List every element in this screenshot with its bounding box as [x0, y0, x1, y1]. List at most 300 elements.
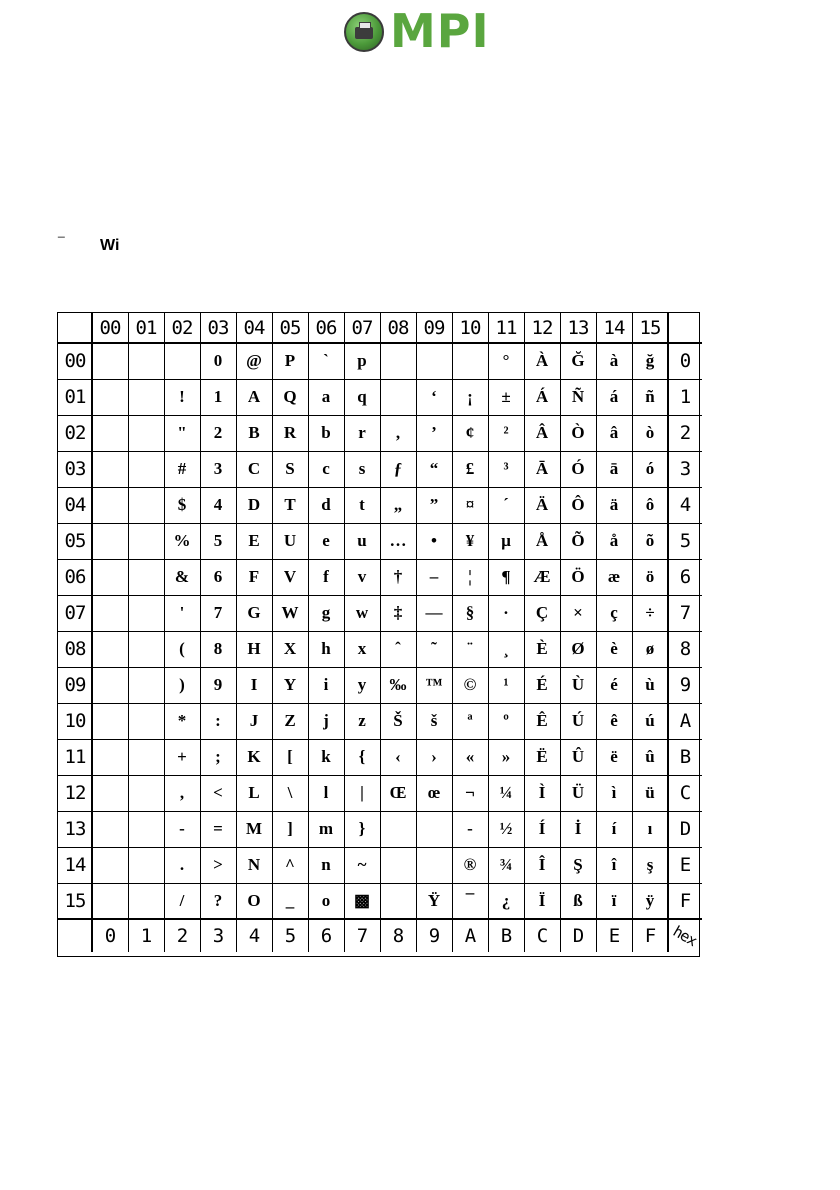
character-cell: ¢	[465, 423, 475, 442]
character-cell: H	[247, 639, 261, 658]
character-cell: ÷	[645, 603, 655, 622]
character-cell: P	[284, 351, 296, 370]
hex-row-label: 5	[679, 530, 691, 552]
character-cell: •	[431, 531, 437, 550]
hex-row-label: 1	[679, 386, 691, 408]
character-cell: ˆ	[395, 639, 401, 658]
hex-column-label: C	[536, 924, 548, 947]
character-cell: á	[609, 387, 619, 406]
row-header: 11	[64, 746, 86, 768]
character-cell: Í	[538, 819, 546, 838]
character-cell	[128, 883, 164, 919]
character-cell	[92, 595, 128, 631]
character-cell: ½	[499, 819, 513, 838]
grid-line	[58, 451, 702, 452]
grid-line	[488, 313, 489, 952]
character-cell: q	[357, 387, 367, 406]
character-cell: Ê	[536, 711, 548, 730]
grid-line	[596, 313, 597, 952]
character-cell: É	[536, 675, 548, 694]
character-cell: „	[393, 495, 403, 514]
grid-line	[58, 631, 702, 632]
grid-line	[236, 313, 237, 952]
hex-row-label: 0	[679, 350, 691, 372]
grid-line	[164, 313, 165, 952]
character-cell: ²	[503, 423, 509, 442]
hex-column-label: 8	[392, 924, 404, 947]
grid-line	[416, 313, 417, 952]
character-cell	[92, 775, 128, 811]
printer-icon	[344, 12, 384, 52]
character-cell: &	[174, 567, 190, 586]
character-cell: #	[177, 459, 187, 478]
character-cell: I	[250, 675, 258, 694]
character-cell: é	[610, 675, 618, 694]
character-cell: è	[610, 639, 618, 658]
character-cell	[128, 415, 164, 451]
row-header: 15	[64, 890, 86, 912]
character-cell: %	[173, 531, 191, 550]
grid-line	[667, 313, 669, 952]
character-cell: ā	[609, 459, 619, 478]
character-cell: E	[248, 531, 260, 550]
character-cell	[380, 811, 416, 847]
row-header: 07	[64, 602, 86, 624]
footnote-mark: _	[58, 224, 65, 238]
character-cell: Ü	[571, 783, 585, 802]
character-cell	[92, 631, 128, 667]
character-cell: n	[321, 855, 331, 874]
character-cell: Š	[393, 711, 403, 730]
grid-line	[344, 313, 345, 952]
character-cell: c	[322, 459, 330, 478]
character-cell: Ñ	[571, 387, 585, 406]
character-cell: Ā	[535, 459, 549, 478]
column-header: 06	[315, 317, 337, 339]
character-cell: R	[283, 423, 297, 442]
character-cell: û	[645, 747, 655, 766]
character-cell: Ö	[571, 567, 585, 586]
character-cell: ¯	[465, 891, 475, 910]
column-header: 05	[279, 317, 301, 339]
hex-row-label: 7	[679, 602, 691, 624]
character-cell: ÿ	[645, 891, 655, 910]
character-cell: ]	[287, 819, 293, 838]
character-cell: Õ	[571, 531, 585, 550]
column-header: 00	[99, 317, 121, 339]
grid-line	[58, 415, 702, 416]
character-cell: k	[321, 747, 331, 766]
hex-column-label: 2	[176, 924, 188, 947]
character-cell: <	[213, 783, 223, 802]
character-cell: {	[358, 747, 366, 766]
character-cell: Q	[283, 387, 297, 406]
character-cell: È	[536, 639, 548, 658]
character-cell	[128, 451, 164, 487]
character-cell: Ò	[571, 423, 585, 442]
grid-line	[91, 313, 93, 952]
character-cell: 9	[213, 675, 223, 694]
grid-line	[560, 313, 561, 952]
grid-line	[200, 313, 201, 952]
character-cell	[128, 667, 164, 703]
character-cell	[128, 739, 164, 775]
column-header: 02	[171, 317, 193, 339]
character-cell: G	[247, 603, 261, 622]
column-header: 11	[495, 317, 517, 339]
grid-line	[58, 918, 702, 920]
character-cell: l	[323, 783, 329, 802]
character-cell	[128, 703, 164, 739]
row-header: 12	[64, 782, 86, 804]
column-header: 07	[351, 317, 373, 339]
character-cell: ó	[645, 459, 655, 478]
character-cell: z	[358, 711, 366, 730]
character-cell: ü	[645, 783, 655, 802]
character-cell: 4	[213, 495, 223, 514]
character-cell: Y	[283, 675, 297, 694]
hex-column-label: B	[500, 924, 512, 947]
character-cell: İ	[574, 819, 582, 838]
character-cell: s	[358, 459, 366, 478]
character-cell: $	[177, 495, 187, 514]
character-cell: S	[285, 459, 295, 478]
character-cell	[380, 343, 416, 379]
row-header: 03	[64, 458, 86, 480]
character-cell: ¼	[499, 783, 513, 802]
character-cell: !	[179, 387, 185, 406]
character-cell: V	[283, 567, 297, 586]
grid-line	[58, 739, 702, 740]
character-cell	[92, 847, 128, 883]
character-cell	[128, 343, 164, 379]
character-cell: -	[467, 819, 473, 838]
character-cell: J	[249, 711, 259, 730]
character-cell: 8	[213, 639, 223, 658]
grid-line	[632, 313, 633, 952]
character-cell: ~	[357, 855, 367, 874]
grid-line	[58, 379, 702, 380]
column-header: 09	[423, 317, 445, 339]
hex-row-label: 6	[679, 566, 691, 588]
column-header: 03	[207, 317, 229, 339]
character-cell: Ï	[538, 891, 546, 910]
character-cell: …	[389, 531, 407, 550]
character-cell	[92, 523, 128, 559]
section-label: Wi	[100, 237, 120, 254]
hex-column-label: 3	[212, 924, 224, 947]
character-cell: Ä	[535, 495, 549, 514]
character-cell: +	[177, 747, 187, 766]
row-header: 13	[64, 818, 86, 840]
character-cell: ê	[610, 711, 618, 730]
character-cell: ‘	[431, 387, 437, 406]
character-cell: X	[283, 639, 297, 658]
grid-line	[58, 811, 702, 812]
character-cell: Î	[538, 855, 546, 874]
character-cell: w	[355, 603, 369, 622]
character-cell: ş	[646, 855, 654, 874]
character-cell: [	[287, 747, 293, 766]
character-cell: º	[503, 711, 509, 730]
character-cell: š	[430, 711, 438, 730]
character-cell: W	[281, 603, 299, 622]
character-cell: 6	[213, 567, 223, 586]
grid-line	[524, 313, 525, 952]
character-cell	[128, 487, 164, 523]
character-cell	[92, 811, 128, 847]
grid-line	[452, 313, 453, 952]
character-cell: ì	[611, 783, 617, 802]
character-cell: v	[357, 567, 367, 586]
character-cell	[92, 667, 128, 703]
character-cell: ’	[431, 423, 437, 442]
character-cell: Û	[571, 747, 585, 766]
character-cell	[92, 487, 128, 523]
hex-row-label: E	[679, 854, 691, 876]
grid-line	[58, 883, 702, 884]
hex-row-label: D	[679, 818, 691, 840]
character-cell: õ	[645, 531, 655, 550]
character-cell: t	[359, 495, 365, 514]
character-cell: D	[247, 495, 261, 514]
character-cell: »	[501, 747, 511, 766]
character-cell: '	[179, 603, 185, 622]
character-cell: §	[465, 603, 475, 622]
character-cell: }	[358, 819, 366, 838]
hex-row-label: B	[679, 746, 691, 768]
character-cell	[92, 739, 128, 775]
character-cell: h	[321, 639, 331, 658]
grid-line	[380, 313, 381, 952]
character-cell: ;	[215, 747, 221, 766]
character-cell: Â	[535, 423, 549, 442]
character-cell: ‹	[395, 747, 401, 766]
character-cell: Z	[284, 711, 296, 730]
hex-column-label: 9	[428, 924, 440, 947]
character-cell: œ	[427, 783, 441, 802]
character-cell: ®	[463, 855, 477, 874]
character-cell: ›	[431, 747, 437, 766]
character-cell: .	[179, 855, 185, 874]
character-cell: f	[323, 567, 329, 586]
character-cell	[92, 883, 128, 919]
mpi-logo	[344, 4, 504, 58]
character-cell	[128, 379, 164, 415]
grid-line	[58, 847, 702, 848]
character-cell	[92, 451, 128, 487]
character-cell: ¨	[467, 639, 473, 658]
character-cell: r	[358, 423, 366, 442]
character-cell: ‡	[393, 603, 403, 622]
character-cell: ”	[429, 495, 439, 514]
row-header: 09	[64, 674, 86, 696]
character-cell: ´	[503, 495, 509, 514]
character-cell: d	[321, 495, 331, 514]
character-cell: ?	[213, 891, 223, 910]
character-cell: Ÿ	[427, 891, 441, 910]
character-cell	[416, 343, 452, 379]
character-cell: N	[247, 855, 261, 874]
character-cell: Ş	[573, 855, 583, 874]
character-cell: ¦	[468, 567, 472, 586]
character-cell: ¾	[499, 855, 513, 874]
row-header: 00	[64, 350, 86, 372]
character-cell	[92, 559, 128, 595]
character-cell: -	[179, 819, 185, 838]
character-cell: ¬	[465, 783, 475, 802]
character-cell: Å	[535, 531, 549, 550]
character-cell: «	[465, 747, 475, 766]
character-cell: ä	[609, 495, 619, 514]
grid-line	[58, 559, 702, 560]
row-header: 05	[64, 530, 86, 552]
character-cell	[128, 559, 164, 595]
character-cell: Ë	[536, 747, 548, 766]
character-cell	[128, 595, 164, 631]
character-cell: î	[611, 855, 617, 874]
character-cell: ¥	[465, 531, 475, 550]
character-cell: ±	[501, 387, 511, 406]
character-cell: M	[245, 819, 263, 838]
character-cell: ¤	[465, 495, 475, 514]
character-cell	[92, 415, 128, 451]
row-header: 08	[64, 638, 86, 660]
character-cell	[380, 883, 416, 919]
column-header: 10	[459, 317, 481, 339]
hex-column-label: A	[464, 924, 476, 947]
character-cell	[128, 631, 164, 667]
character-cell: ×	[573, 603, 583, 622]
character-cell: `	[323, 351, 329, 370]
character-cell: À	[535, 351, 549, 370]
character-cell: |	[360, 783, 364, 802]
character-cell: Á	[535, 387, 549, 406]
character-cell	[164, 343, 200, 379]
row-header: 02	[64, 422, 86, 444]
column-header: 01	[135, 317, 157, 339]
hex-row-label: A	[679, 710, 691, 732]
column-header: 08	[387, 317, 409, 339]
character-cell: ñ	[645, 387, 655, 406]
character-cell: ¶	[501, 567, 511, 586]
character-cell	[92, 703, 128, 739]
character-cell: 1	[213, 387, 223, 406]
character-cell: u	[357, 531, 367, 550]
character-cell: ¹	[503, 675, 509, 694]
hex-row-label: C	[679, 782, 691, 804]
character-cell: p	[357, 351, 367, 370]
character-cell: B	[248, 423, 260, 442]
character-cell: o	[321, 891, 331, 910]
character-cell: K	[247, 747, 261, 766]
character-cell: ù	[645, 675, 655, 694]
grid-line	[128, 313, 129, 952]
character-cell: ™	[425, 675, 443, 694]
character-cell	[416, 811, 452, 847]
character-cell: C	[247, 459, 261, 478]
character-cell: ç	[610, 603, 618, 622]
character-cell: å	[609, 531, 619, 550]
character-cell: â	[609, 423, 619, 442]
hex-corner-label: hex	[670, 921, 700, 950]
grid-line	[58, 667, 702, 668]
character-cell: x	[357, 639, 367, 658]
hex-row-label: 3	[679, 458, 691, 480]
character-cell: 2	[213, 423, 223, 442]
character-cell: /	[179, 891, 185, 910]
hex-column-label: F	[644, 924, 656, 947]
hex-column-label: 1	[140, 924, 152, 947]
character-cell	[128, 811, 164, 847]
character-cell: ª	[467, 711, 473, 730]
character-cell: @	[246, 351, 262, 370]
character-cell: :	[215, 711, 221, 730]
character-cell: i	[323, 675, 329, 694]
character-cell: Ô	[571, 495, 585, 514]
character-cell: Ç	[535, 603, 549, 622]
row-header: 10	[64, 710, 86, 732]
character-cell: –	[429, 567, 439, 586]
character-cell: g	[321, 603, 331, 622]
hex-row-label: 9	[679, 674, 691, 696]
character-cell: ğ	[645, 351, 655, 370]
character-cell: =	[213, 819, 223, 838]
row-header: 06	[64, 566, 86, 588]
character-cell: ^	[285, 855, 295, 874]
character-cell: ô	[645, 495, 655, 514]
hex-column-label: 5	[284, 924, 296, 947]
character-cell: í	[611, 819, 617, 838]
row-header: 14	[64, 854, 86, 876]
hex-column-label: E	[608, 924, 620, 947]
column-header: 12	[531, 317, 553, 339]
hex-column-label: 6	[320, 924, 332, 947]
character-cell: ï	[611, 891, 617, 910]
character-cell: ø	[645, 639, 655, 658]
column-header: 04	[243, 317, 265, 339]
character-cell: U	[283, 531, 297, 550]
character-cell: 0	[213, 351, 223, 370]
character-cell: ò	[645, 423, 655, 442]
character-cell: —	[425, 603, 443, 622]
character-cell: à	[609, 351, 619, 370]
character-cell: ¡	[467, 387, 473, 406]
character-cell: ▩	[353, 891, 371, 910]
character-cell: O	[247, 891, 261, 910]
grid-line	[58, 487, 702, 488]
hex-column-label: 7	[356, 924, 368, 947]
hex-column-label: 4	[248, 924, 260, 947]
character-code-table	[57, 312, 700, 957]
character-cell: ,	[395, 423, 401, 442]
hex-column-label: D	[572, 924, 584, 947]
character-cell: Æ	[533, 567, 551, 586]
character-cell	[128, 775, 164, 811]
character-cell: a	[321, 387, 331, 406]
logo-text: MPI	[390, 4, 490, 58]
character-cell: “	[429, 459, 439, 478]
character-cell: ,	[179, 783, 185, 802]
character-cell: "	[177, 423, 187, 442]
grid-line	[58, 595, 702, 596]
character-cell	[380, 379, 416, 415]
hex-column-label: 0	[104, 924, 116, 947]
character-cell: Ø	[571, 639, 585, 658]
character-cell: y	[357, 675, 367, 694]
character-cell	[128, 847, 164, 883]
character-cell: ƒ	[393, 459, 403, 478]
